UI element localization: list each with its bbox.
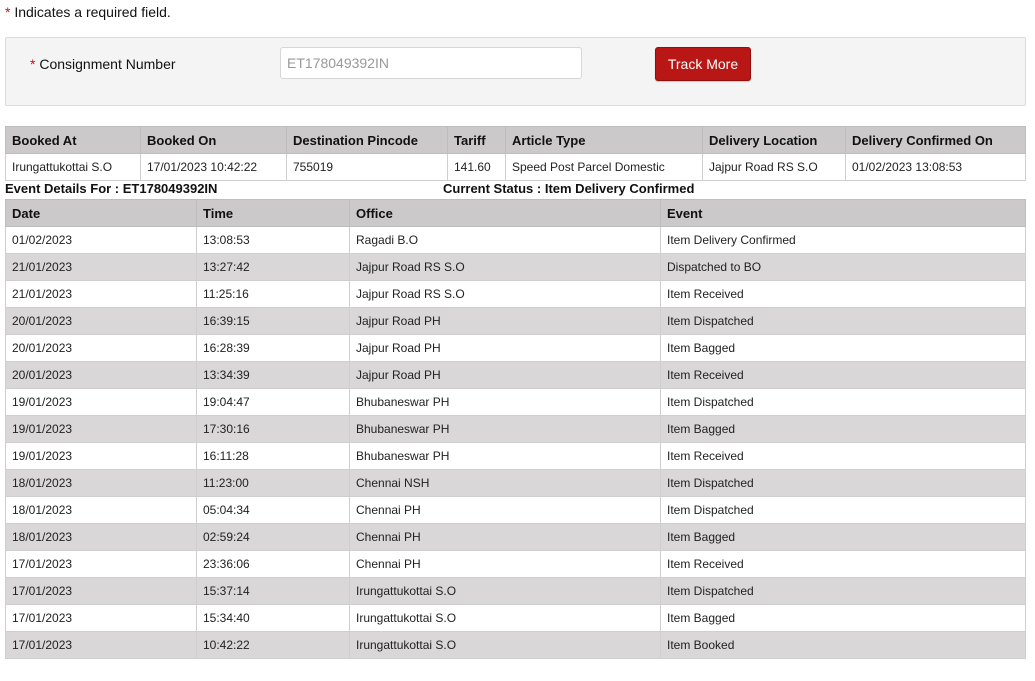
event-office-cell: Jajpur Road RS S.O: [350, 254, 661, 281]
destination-pincode-cell: 755019: [287, 154, 448, 181]
event-date-cell: 20/01/2023: [6, 308, 197, 335]
col-header-delivery-location: Delivery Location: [703, 127, 846, 154]
event-date-cell: 19/01/2023: [6, 416, 197, 443]
event-row: [6, 551, 1026, 578]
event-date-cell: 19/01/2023: [6, 443, 197, 470]
event-time-cell: 13:08:53: [197, 227, 350, 254]
delivery-location-cell: Jajpur Road RS S.O: [703, 154, 846, 181]
event-row: [6, 335, 1026, 362]
event-time-cell: 11:23:00: [197, 470, 350, 497]
event-row: [6, 605, 1026, 632]
required-star: *: [30, 56, 36, 72]
event-date-cell: 01/02/2023: [6, 227, 197, 254]
col-header-article-type: Article Type: [506, 127, 703, 154]
event-office-cell: Bhubaneswar PH: [350, 416, 661, 443]
current-status: Current Status : Item Delivery Confirmed: [443, 181, 695, 196]
event-row: [6, 524, 1026, 551]
event-date-cell: 17/01/2023: [6, 632, 197, 659]
event-date-cell: 21/01/2023: [6, 281, 197, 308]
col-header-booked-at: Booked At: [6, 127, 141, 154]
col-header-booked-on: Booked On: [141, 127, 287, 154]
event-office-cell: Irungattukottai S.O: [350, 578, 661, 605]
event-name-cell: Item Dispatched: [661, 497, 1026, 524]
tracking-form: [5, 37, 1026, 106]
event-row: [6, 281, 1026, 308]
event-date-cell: 18/01/2023: [6, 524, 197, 551]
events-table: [5, 199, 1026, 659]
event-row: [6, 254, 1026, 281]
event-row: [6, 497, 1026, 524]
delivery-confirmed-on-cell: 01/02/2023 13:08:53: [846, 154, 1026, 181]
col-header-time: Time: [197, 200, 350, 227]
col-header-office: Office: [350, 200, 661, 227]
event-name-cell: Item Bagged: [661, 416, 1026, 443]
event-row: [6, 227, 1026, 254]
event-time-cell: 16:11:28: [197, 443, 350, 470]
event-time-cell: 02:59:24: [197, 524, 350, 551]
col-header-delivery-confirmed-on: Delivery Confirmed On: [846, 127, 1026, 154]
event-row: [6, 470, 1026, 497]
event-name-cell: Item Dispatched: [661, 308, 1026, 335]
event-time-cell: 11:25:16: [197, 281, 350, 308]
event-time-cell: 13:34:39: [197, 362, 350, 389]
event-date-cell: 20/01/2023: [6, 335, 197, 362]
event-office-cell: Irungattukottai S.O: [350, 605, 661, 632]
article-type-cell: Speed Post Parcel Domestic: [506, 154, 703, 181]
event-name-cell: Item Bagged: [661, 335, 1026, 362]
required-field-note: [5, 4, 171, 20]
event-row: [6, 389, 1026, 416]
event-name-cell: Item Delivery Confirmed: [661, 227, 1026, 254]
tariff-cell: 141.60: [448, 154, 506, 181]
event-name-cell: Item Received: [661, 362, 1026, 389]
event-name-cell: Item Dispatched: [661, 470, 1026, 497]
event-date-cell: 17/01/2023: [6, 578, 197, 605]
event-name-cell: Item Received: [661, 551, 1026, 578]
event-office-cell: Bhubaneswar PH: [350, 443, 661, 470]
event-name-cell: Item Booked: [661, 632, 1026, 659]
col-header-date: Date: [6, 200, 197, 227]
col-header-event: Event: [661, 200, 1026, 227]
event-office-cell: Chennai PH: [350, 524, 661, 551]
event-date-cell: 18/01/2023: [6, 470, 197, 497]
event-office-cell: Jajpur Road PH: [350, 362, 661, 389]
event-office-cell: Irungattukottai S.O: [350, 632, 661, 659]
col-header-tariff: Tariff: [448, 127, 506, 154]
event-time-cell: 15:34:40: [197, 605, 350, 632]
event-time-cell: 19:04:47: [197, 389, 350, 416]
event-date-cell: 18/01/2023: [6, 497, 197, 524]
event-name-cell: Item Received: [661, 443, 1026, 470]
consignment-number-input[interactable]: [280, 47, 582, 79]
event-office-cell: Chennai PH: [350, 497, 661, 524]
event-row: [6, 632, 1026, 659]
event-details-title: Event Details For : ET178049392IN: [5, 181, 218, 196]
event-date-cell: 21/01/2023: [6, 254, 197, 281]
event-name-cell: Item Bagged: [661, 605, 1026, 632]
event-name-cell: Item Bagged: [661, 524, 1026, 551]
event-office-cell: Jajpur Road RS S.O: [350, 281, 661, 308]
event-name-cell: Item Dispatched: [661, 389, 1026, 416]
event-name-cell: Dispatched to BO: [661, 254, 1026, 281]
booking-header-row: [6, 127, 1026, 154]
event-row: [6, 443, 1026, 470]
event-date-cell: 19/01/2023: [6, 389, 197, 416]
event-name-cell: Item Dispatched: [661, 578, 1026, 605]
event-time-cell: 16:28:39: [197, 335, 350, 362]
event-time-cell: 05:04:34: [197, 497, 350, 524]
event-name-cell: Item Received: [661, 281, 1026, 308]
consignment-label: [30, 56, 176, 72]
event-time-cell: 23:36:06: [197, 551, 350, 578]
event-row: [6, 578, 1026, 605]
event-office-cell: Jajpur Road PH: [350, 335, 661, 362]
track-more-button[interactable]: Track More: [655, 47, 751, 81]
event-office-cell: Ragadi B.O: [350, 227, 661, 254]
booked-at-cell: Irungattukottai S.O: [6, 154, 141, 181]
event-time-cell: 15:37:14: [197, 578, 350, 605]
required-note-text: Indicates a required field.: [10, 4, 171, 20]
event-time-cell: 17:30:16: [197, 416, 350, 443]
events-header-row: [6, 200, 1026, 227]
event-date-cell: 17/01/2023: [6, 605, 197, 632]
booked-on-cell: 17/01/2023 10:42:22: [141, 154, 287, 181]
booking-row: [6, 154, 1026, 181]
event-time-cell: 13:27:42: [197, 254, 350, 281]
event-row: [6, 416, 1026, 443]
event-date-cell: 20/01/2023: [6, 362, 197, 389]
required-star: *: [5, 4, 11, 20]
event-office-cell: Bhubaneswar PH: [350, 389, 661, 416]
event-office-cell: Chennai PH: [350, 551, 661, 578]
consignment-label-text: Consignment Number: [35, 56, 176, 72]
event-time-cell: 10:42:22: [197, 632, 350, 659]
event-row: [6, 308, 1026, 335]
booking-details-table: [5, 126, 1026, 181]
event-row: [6, 362, 1026, 389]
event-office-cell: Jajpur Road PH: [350, 308, 661, 335]
col-header-destination-pincode: Destination Pincode: [287, 127, 448, 154]
event-date-cell: 17/01/2023: [6, 551, 197, 578]
event-office-cell: Chennai NSH: [350, 470, 661, 497]
event-time-cell: 16:39:15: [197, 308, 350, 335]
